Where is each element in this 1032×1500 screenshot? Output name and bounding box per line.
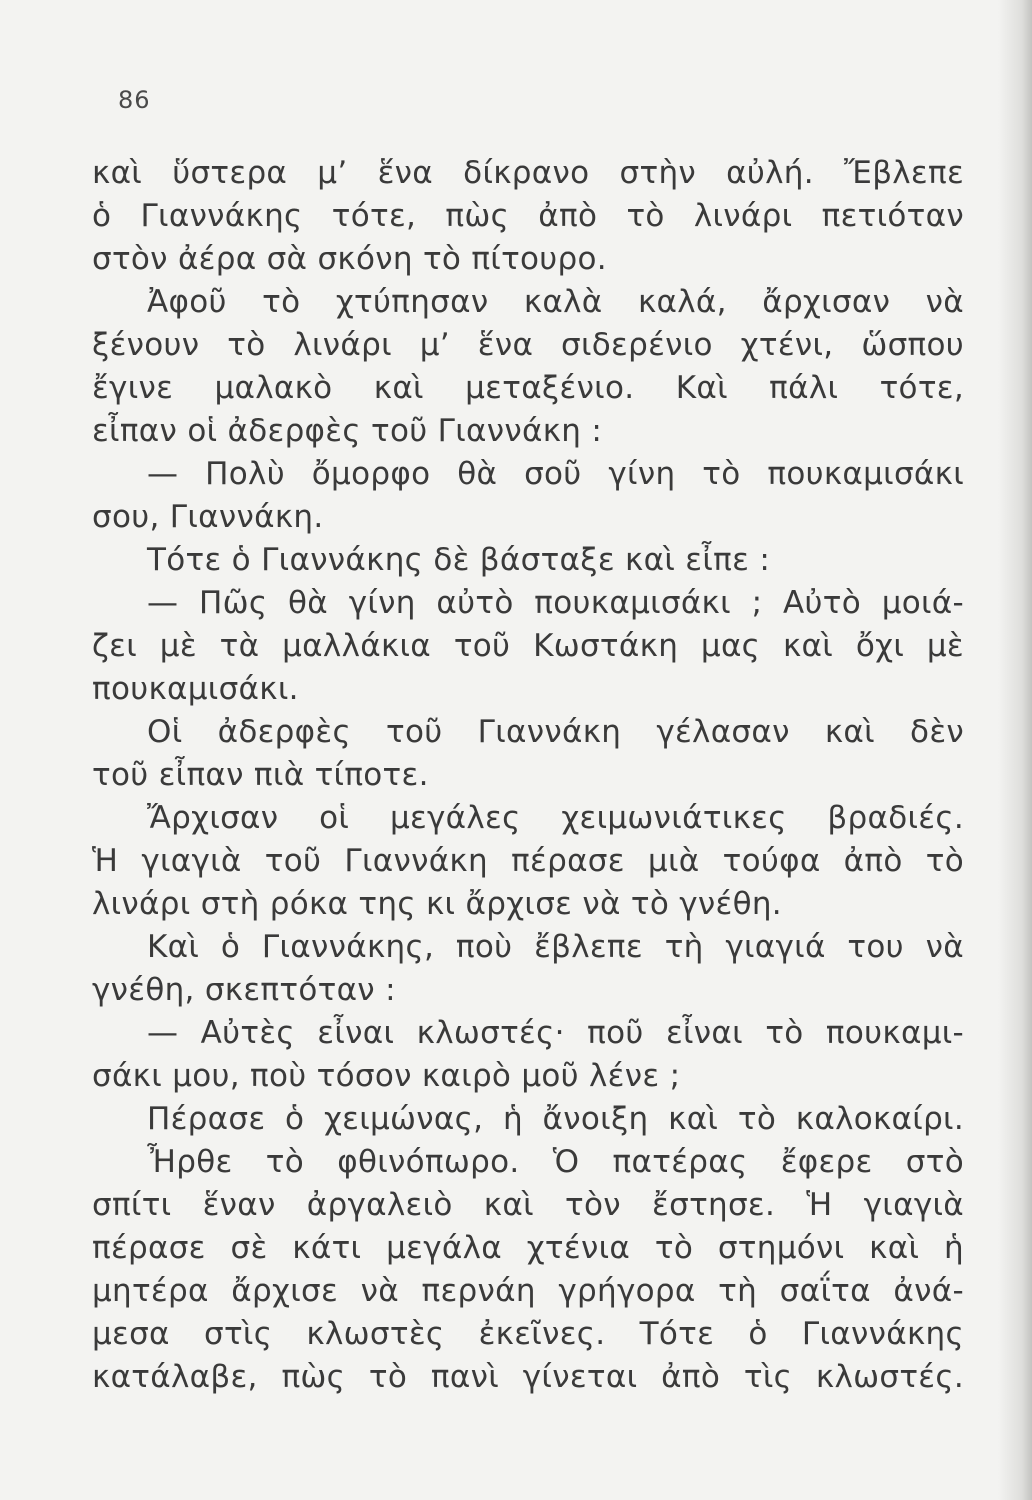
text-line: πουκαμισάκι. xyxy=(92,671,299,707)
text-line: Ἀφοῦ τὸ χτύπησαν καλὰ καλά, ἄρχισαν νὰ xyxy=(147,284,964,320)
text-line: ζει μὲ τὰ μαλλάκια τοῦ Κωστάκη μας καὶ ὄχι μὲ xyxy=(92,628,964,664)
text-line: εἶπαν οἱ ἀδερφὲς τοῦ Γιαννάκη : xyxy=(92,413,603,449)
text-line: ξένουν τὸ λινάρι μ’ ἕνα σιδερένιο χτένι, ὥσπου xyxy=(92,327,964,363)
page-number: 86 xyxy=(118,86,151,114)
text-line: σπίτι ἕναν ἀργαλειὸ καὶ τὸν ἔστησε. Ἡ γιαγιὰ xyxy=(92,1187,964,1223)
text-line: Πέρασε ὁ χειμώνας, ἡ ἄνοιξη καὶ τὸ καλοκαίρι. xyxy=(147,1101,964,1137)
text-line: — Πῶς θὰ γίνη αὐτὸ πουκαμισάκι ; Αὐτὸ μοιά- xyxy=(147,585,964,621)
text-line: λινάρι στὴ ρόκα της κι ἄρχισε νὰ τὸ γνέθη. xyxy=(92,886,782,922)
text-line: καὶ ὕστερα μ’ ἕνα δίκρανο στὴν αὐλή. Ἔβλεπε xyxy=(92,155,964,191)
text-line: Οἱ ἀδερφὲς τοῦ Γιαννάκη γέλασαν καὶ δὲν xyxy=(147,714,964,750)
text-line: τοῦ εἶπαν πιὰ τίποτε. xyxy=(92,757,429,793)
text-line: — Αὐτὲς εἶναι κλωστές· ποῦ εἶναι τὸ πουκαμι- xyxy=(147,1015,964,1051)
text-line: μητέρα ἄρχισε νὰ περνάη γρήγορα τὴ σαΐτα ἀνά- xyxy=(92,1273,964,1309)
text-line: σάκι μου, ποὺ τόσον καιρὸ μοῦ λένε ; xyxy=(92,1058,681,1094)
text-line: πέρασε σὲ κάτι μεγάλα χτένια τὸ στημόνι καὶ ἡ xyxy=(92,1230,964,1266)
text-line: γνέθη, σκεπτόταν : xyxy=(92,972,396,1008)
text-line: Ἦρθε τὸ φθινόπωρο. Ὁ πατέρας ἔφερε στὸ xyxy=(147,1144,964,1180)
text-line: ἔγινε μαλακὸ καὶ μεταξένιο. Καὶ πάλι τότε, xyxy=(92,370,964,406)
text-line: ὁ Γιαννάκης τότε, πὼς ἀπὸ τὸ λινάρι πετιόταν xyxy=(92,198,964,234)
text-line: Καὶ ὁ Γιαννάκης, ποὺ ἔβλεπε τὴ γιαγιά του νὰ xyxy=(147,929,964,965)
text-line: Τότε ὁ Γιαννάκης δὲ βάσταξε καὶ εἶπε : xyxy=(147,542,771,578)
text-line: — Πολὺ ὄμορφο θὰ σοῦ γίνη τὸ πουκαμισάκι xyxy=(147,456,964,492)
text-line: Ἄρχισαν οἱ μεγάλες χειμωνιάτικες βραδιές. xyxy=(147,800,964,836)
text-line: μεσα στὶς κλωστὲς ἐκεῖνες. Τότε ὁ Γιαννάκης xyxy=(92,1316,964,1352)
text-line: Ἡ γιαγιὰ τοῦ Γιαννάκη πέρασε μιὰ τούφα ἀπὸ τὸ xyxy=(92,843,964,879)
text-line: κατάλαβε, πὼς τὸ πανὶ γίνεται ἀπὸ τὶς κλωστές. xyxy=(92,1359,964,1395)
text-line: στὸν ἀέρα σὰ σκόνη τὸ πίτουρο. xyxy=(92,241,607,277)
text-line: σου, Γιαννάκη. xyxy=(92,499,324,535)
page-edge-shadow xyxy=(998,0,1032,1500)
body-text xyxy=(92,152,964,1399)
